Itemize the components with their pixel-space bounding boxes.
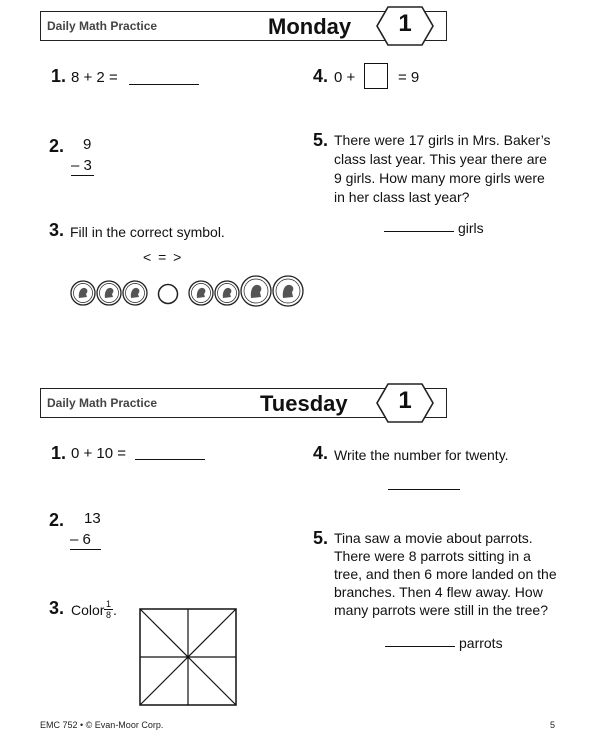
monday-q5-unit: girls <box>458 220 484 236</box>
monday-q3-text: Fill in the correct symbol. <box>70 224 225 240</box>
fraction-period: . <box>113 602 117 618</box>
fraction-denominator: 8 <box>105 610 111 620</box>
tuesday-q5-line-4: branches. Then 4 flew away. How <box>334 584 543 600</box>
monday-q5-line-1: There were 17 girls in Mrs. Baker’s <box>334 132 551 148</box>
fraction-numerator: 1 <box>105 599 111 609</box>
monday-q1-number: 1. <box>51 66 67 86</box>
tuesday-q2-bottom: – 6 <box>70 531 101 550</box>
footer-page-number: 5 <box>550 720 556 730</box>
quarter-coin-icon <box>272 275 304 307</box>
monday-q1-text: 8 + 2 = <box>71 69 118 86</box>
tuesday-q5-line-5: many parrots were still in the tree? <box>334 602 548 618</box>
monday-q5-line-2: class last year. This year there are <box>334 151 547 167</box>
dime-coin-icon <box>96 280 122 306</box>
tuesday-q2-top: 13 <box>84 510 101 527</box>
monday-q2-bottom: – 3 <box>71 157 94 176</box>
square-divided-into-eighths[interactable] <box>139 608 237 706</box>
dime-coin-icon <box>70 280 96 306</box>
monday-q3-symbols: < = > <box>143 249 182 265</box>
tuesday-q1-answer-line[interactable] <box>135 459 205 460</box>
tuesday-day-title: Tuesday <box>260 391 348 416</box>
tuesday-q3-fraction <box>104 599 113 620</box>
dime-coin-icon <box>122 280 148 306</box>
monday-day-title: Monday <box>268 14 352 39</box>
tuesday-q5-line-2: There were 8 parrots sitting in a <box>334 548 531 564</box>
tuesday-week-number: 1 <box>398 387 412 414</box>
tuesday-q4-number: 4. <box>313 443 329 463</box>
monday-q2-number: 2. <box>49 136 65 156</box>
dime-coin-icon <box>188 280 214 306</box>
monday-q5-line-3: 9 girls. How many more girls were <box>334 170 545 186</box>
dime-coin-icon <box>214 280 240 306</box>
monday-header-label: Daily Math Practice <box>47 19 158 33</box>
monday-q5-number: 5. <box>313 130 329 150</box>
monday-q4-right: = 9 <box>398 69 420 86</box>
tuesday-q1-number: 1. <box>51 443 67 463</box>
monday-q4-number: 4. <box>313 66 329 86</box>
tuesday-q5-number: 5. <box>313 528 329 548</box>
tuesday-q4-text: Write the number for twenty. <box>334 447 509 463</box>
monday-q4-answer-box[interactable] <box>364 63 388 89</box>
tuesday-header-label: Daily Math Practice <box>47 396 158 410</box>
monday-week-number: 1 <box>398 10 412 37</box>
tuesday-q4-answer-line[interactable] <box>388 489 460 490</box>
monday-q5-line-4: in her class last year? <box>334 189 470 205</box>
monday-q2-top: 9 <box>83 136 92 153</box>
quarter-coin-icon <box>240 275 272 307</box>
monday-q3-number: 3. <box>49 220 65 240</box>
tuesday-q1-text: 0 + 10 = <box>71 445 127 462</box>
monday-q5-answer-line[interactable] <box>384 231 454 232</box>
monday-q1-answer-line[interactable] <box>129 84 199 85</box>
tuesday-q3-text: Color <box>71 602 105 618</box>
tuesday-q5-line-3: tree, and then 6 more landed on the <box>334 566 557 582</box>
tuesday-q5-unit: parrots <box>459 635 503 651</box>
tuesday-q5-line-1: Tina saw a movie about parrots. <box>334 530 533 546</box>
tuesday-q5-answer-line[interactable] <box>385 646 455 647</box>
monday-q4-left: 0 + <box>334 69 356 86</box>
footer-copyright: EMC 752 • © Evan-Moor Corp. <box>40 720 164 730</box>
tuesday-q3-number: 3. <box>49 598 65 618</box>
comparison-blank-circle[interactable] <box>157 283 179 305</box>
tuesday-q2-number: 2. <box>49 510 65 530</box>
